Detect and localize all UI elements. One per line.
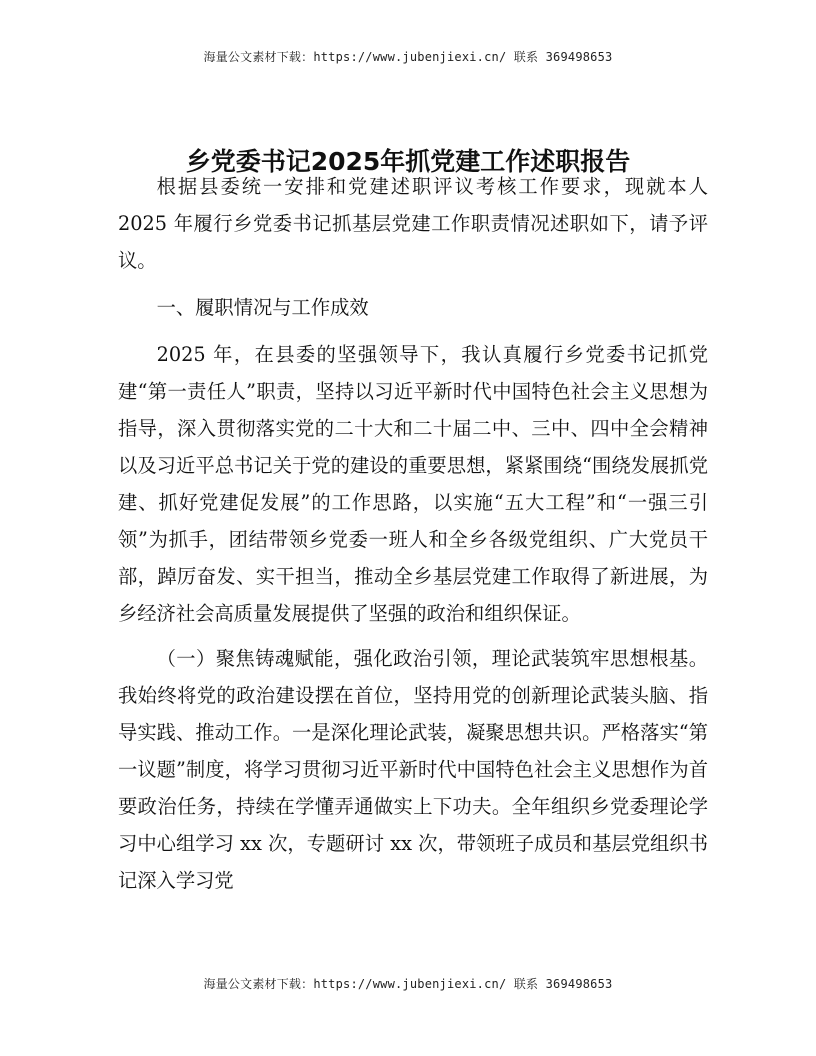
document-body [118, 168, 708, 899]
document-title: 乡党委书记2025年抓党建工作述职报告 [185, 147, 631, 176]
intro-paragraph: 根据县委统一安排和党建述职评议考核工作要求，现就本人 2025 年履行乡党委书记抓基层党建工作职责情况述职如下，请予评议。 [118, 175, 708, 272]
page-footer-watermark: 海量公文素材下载：https://www.jubenjiexi.cn/ 联系 369498653 [203, 977, 613, 991]
subsection-paragraph-1: （一）聚焦铸魂赋能，强化政治引领，理论武装筑牢思想根基。我始终将党的政治建设摆在首位，坚持用党的创新理论武装头脑、指导实践、推动工作。一是深化理论武装，凝聚思想共识。严格落实“第一议题”制度，将学习贯彻习近平新时代中国特色社会主义思想作为首要政治任务，持续在学懂弄通做实上下功夫。全年组织乡党委理论学习中心组学习 xx 次，专题研讨 xx 次，带领班子成员和基层党组织书记深入学习党 [118, 647, 708, 892]
body-paragraph-1: 2025 年，在县委的坚强领导下，我认真履行乡党委书记抓党建“第一责任人”职责，坚持以习近平新时代中国特色社会主义思想为指导，深入贯彻落实党的二十大和二十届二中、三中、四中全会精神以及习近平总书记关于党的建设的重要思想，紧紧围绕“围绕发展抓党建、抓好党建促发展”的工作思路，以实施“五大工程”和“一强三引领”为抓手，团结带领乡党委一班人和全乡各级党组织、广大党员干部，踔厉奋发、实干担当，推动全乡基层党建工作取得了新进展，为乡经济社会高质量发展提供了坚强的政治和组织保证。 [118, 343, 708, 625]
section-heading-1: 一、履职情况与工作成效 [156, 296, 369, 319]
page-header-watermark: 海量公文素材下载：https://www.jubenjiexi.cn/ 联系 369498653 [203, 50, 613, 64]
